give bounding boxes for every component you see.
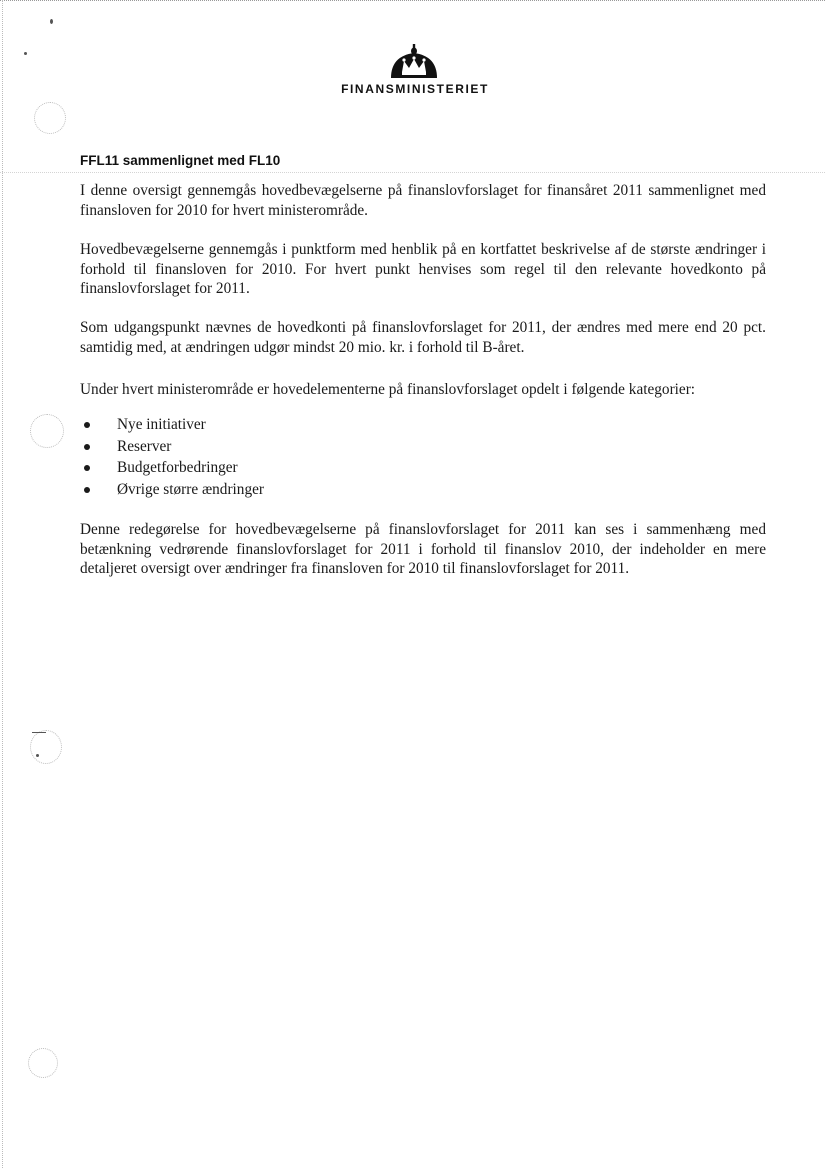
category-label: Budgetforbedringer <box>117 459 238 476</box>
scan-speck <box>32 732 46 733</box>
scan-speck <box>50 19 53 24</box>
category-label: Øvrige større ændringer <box>117 480 264 498</box>
scan-speck <box>24 52 27 55</box>
punch-hole-mark <box>30 730 62 764</box>
punch-hole-mark <box>30 414 64 448</box>
intro-paragraph: I denne oversigt gennemgås hovedbevægelserne på finanslovforslaget for finansåret 2011 sammenlignet med finansloven for 2010 for hvert ministerområde. <box>80 182 766 219</box>
page-left-edge <box>2 0 4 1168</box>
categories-intro-paragraph: Under hvert ministerområde er hovedelementerne på finanslovforslaget opdelt i følgende kategorier: <box>80 381 696 398</box>
bullet-icon <box>84 465 90 471</box>
bullet-icon <box>84 422 90 428</box>
document-title: FFL11 sammenlignet med FL10 <box>80 153 281 168</box>
bullet-icon <box>84 487 90 493</box>
punch-hole-mark <box>28 1048 58 1078</box>
bullet-icon <box>84 444 90 450</box>
ministry-name: FINANSMINISTERIET <box>341 82 489 96</box>
method-paragraph: Hovedbevægelserne gennemgås i punktform med henblik på en kortfattet beskrivelse af de største ændringer i forhold til finansloven for 2010. For hvert punkt henvises som regel til den relevante hovedkonto på finanslovforslaget for 2011. <box>80 241 766 297</box>
page-top-edge <box>0 0 825 5</box>
category-label: Reserver <box>117 437 172 455</box>
closing-paragraph: Denne redegørelse for hovedbevægelserne på finanslovforslaget for 2011 kan ses i sammenhæng med betænkning vedrørende finanslovforslaget for 2011 i forhold til finanslov 2010, der indeholder en mere detaljeret oversigt over ændringer fra finansloven for 2010 til finanslovforslaget for 2011. <box>80 521 766 577</box>
punch-hole-mark <box>34 102 66 134</box>
scan-speck <box>36 754 39 757</box>
category-label: Nye initiativer <box>117 416 206 433</box>
threshold-paragraph: Som udgangspunkt nævnes de hovedkonti på finanslovforslaget for 2011, der ændres med mere end 20 pct. samtidig med, at ændringen udgør mindst 20 mio. kr. i forhold til B-året. <box>80 319 766 356</box>
crown-icon <box>389 44 439 80</box>
scan-line <box>0 172 825 173</box>
